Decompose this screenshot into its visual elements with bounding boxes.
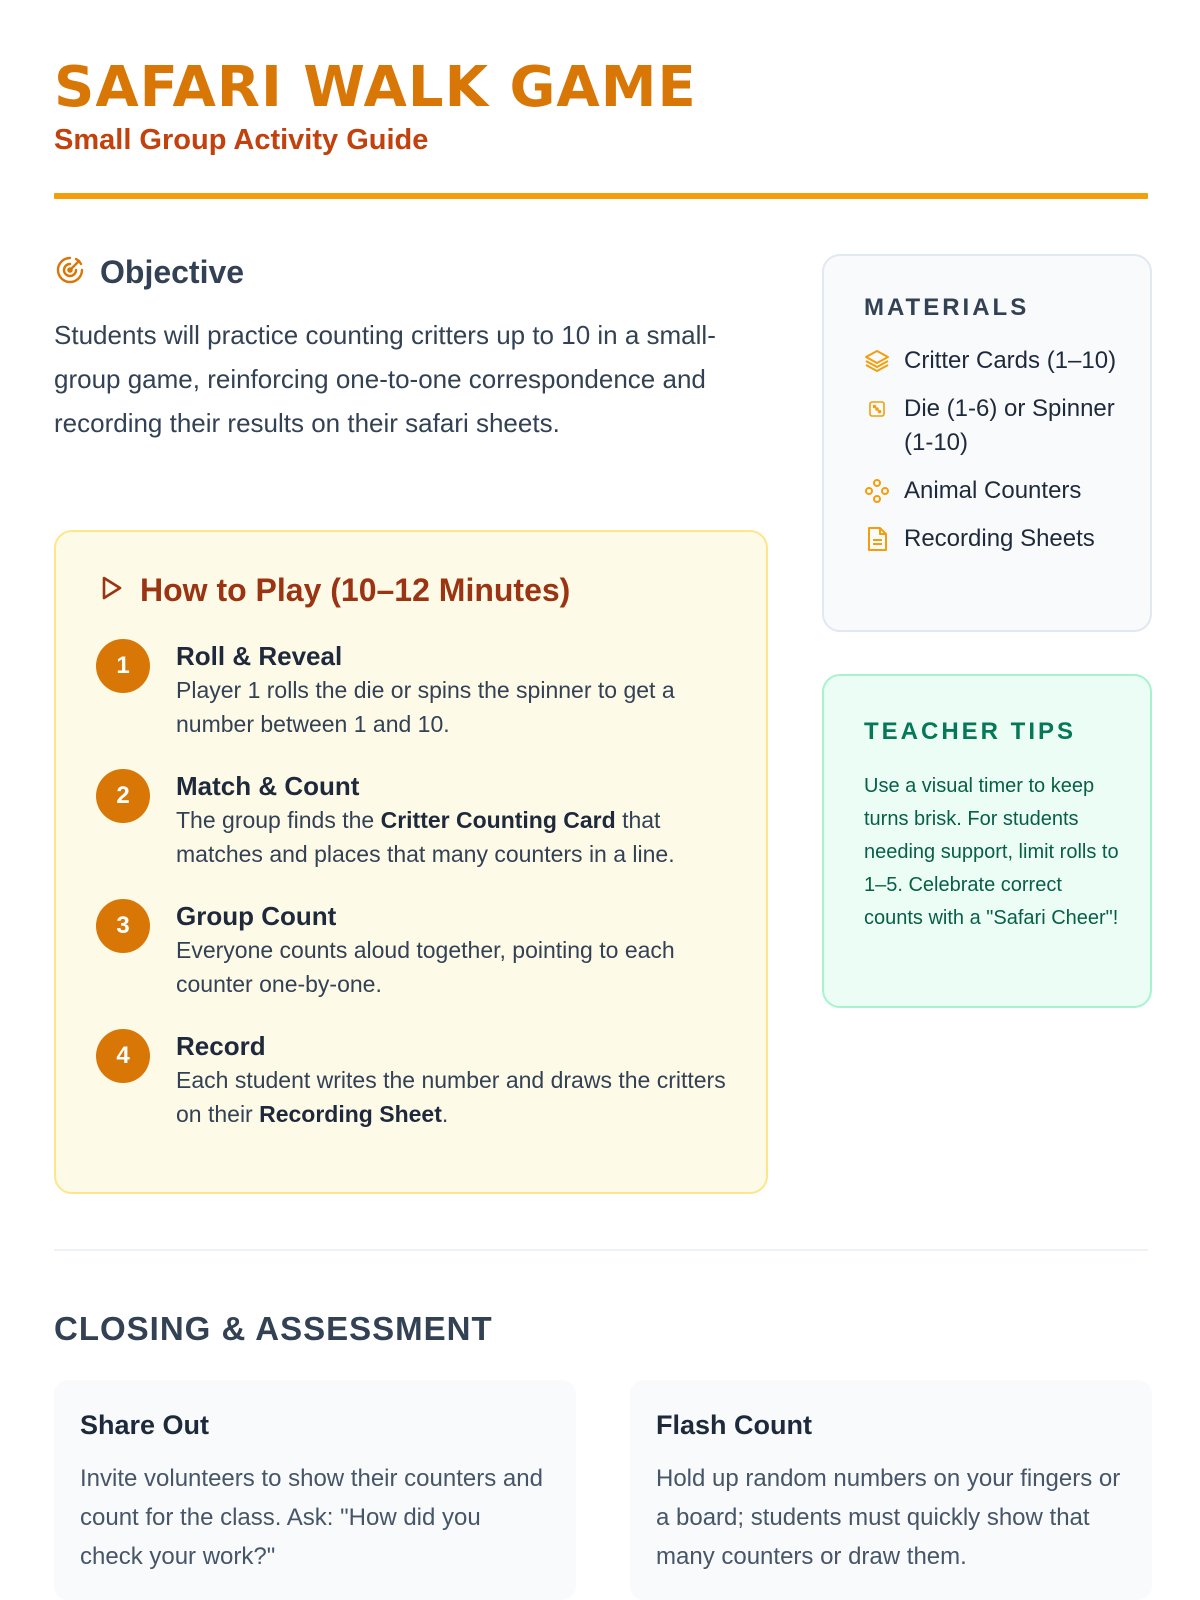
how-to-play-panel [54, 530, 768, 1194]
teacher-tips-text: Use a visual timer to keep turns brisk. For students needing support, limit rolls to 1–5. Celebrate correct counts with a "Safari Cheer"! [864, 775, 1119, 929]
card-title: Share Out [80, 1410, 210, 1440]
share-out-card [54, 1380, 576, 1600]
objective-header [54, 254, 774, 291]
list-item [864, 522, 1120, 556]
step-number-badge: 2 [96, 769, 150, 823]
recording-sheet-emphasis: Recording Sheet [259, 1101, 442, 1127]
flash-count-card [630, 1380, 1152, 1600]
material-label: Animal Counters [904, 477, 1082, 504]
target-icon [54, 254, 86, 291]
step-text: Each student writes the number and draws the critters on their Recording Sheet. [176, 1067, 726, 1127]
header-divider [54, 193, 1148, 199]
section-divider [54, 1249, 1148, 1251]
card-text: Invite volunteers to show their counters and count for the class. Ask: "How did you check your work?" [80, 1465, 543, 1570]
step-title: Match & Count [176, 771, 360, 801]
page-title: SAFARI WALK GAME [54, 55, 697, 120]
materials-list [864, 344, 1120, 556]
step-number-badge: 4 [96, 1029, 150, 1083]
document-icon [864, 522, 890, 556]
steps-list [96, 639, 726, 1131]
teacher-tips-panel [822, 674, 1152, 1008]
step-number-badge: 1 [96, 639, 150, 693]
closing-heading: CLOSING & ASSESSMENT [54, 1310, 493, 1347]
how-to-play-header [96, 572, 726, 609]
page-subtitle: Small Group Activity Guide [54, 124, 429, 156]
material-label: Recording Sheets [904, 525, 1095, 552]
die-icon [864, 392, 890, 426]
step-item [96, 769, 726, 871]
step-text: Player 1 rolls the die or spins the spinner to get a number between 1 and 10. [176, 677, 675, 737]
step-item [96, 899, 726, 1001]
how-to-play-heading: How to Play (10–12 Minutes) [140, 572, 571, 608]
card-text: Hold up random numbers on your fingers or a board; students must quickly show that many counters or draw them. [656, 1465, 1121, 1570]
material-label: Die (1-6) or Spinner (1-10) [904, 395, 1115, 456]
list-item [864, 474, 1120, 508]
step-item [96, 1029, 726, 1131]
page-header [54, 56, 1148, 157]
play-icon [96, 573, 126, 608]
objective-heading: Objective [100, 254, 245, 290]
materials-heading: MATERIALS [864, 294, 1030, 321]
step-item [96, 639, 726, 741]
list-item [864, 344, 1120, 378]
material-label: Critter Cards (1–10) [904, 347, 1117, 374]
step-text: The group finds the Critter Counting Card that matches and places that many counters in a line. [176, 807, 675, 867]
critter-card-emphasis: Critter Counting Card [380, 807, 616, 833]
step-text: Everyone counts aloud together, pointing to each counter one-by-one. [176, 937, 675, 997]
teacher-tips-heading: TEACHER TIPS [864, 718, 1077, 745]
list-item [864, 392, 1120, 460]
objective-text: Students will practice counting critters up to 10 in a small-group game, reinforcing one-to-one correspondence and recording their results on their safari sheets. [54, 320, 716, 438]
step-title: Group Count [176, 901, 337, 931]
objective-section [54, 254, 774, 445]
step-title: Record [176, 1031, 266, 1061]
materials-panel [822, 254, 1152, 632]
paw-icon [864, 474, 890, 508]
card-title: Flash Count [656, 1410, 812, 1440]
step-title: Roll & Reveal [176, 641, 343, 671]
step-number-badge: 3 [96, 899, 150, 953]
layers-icon [864, 344, 890, 378]
